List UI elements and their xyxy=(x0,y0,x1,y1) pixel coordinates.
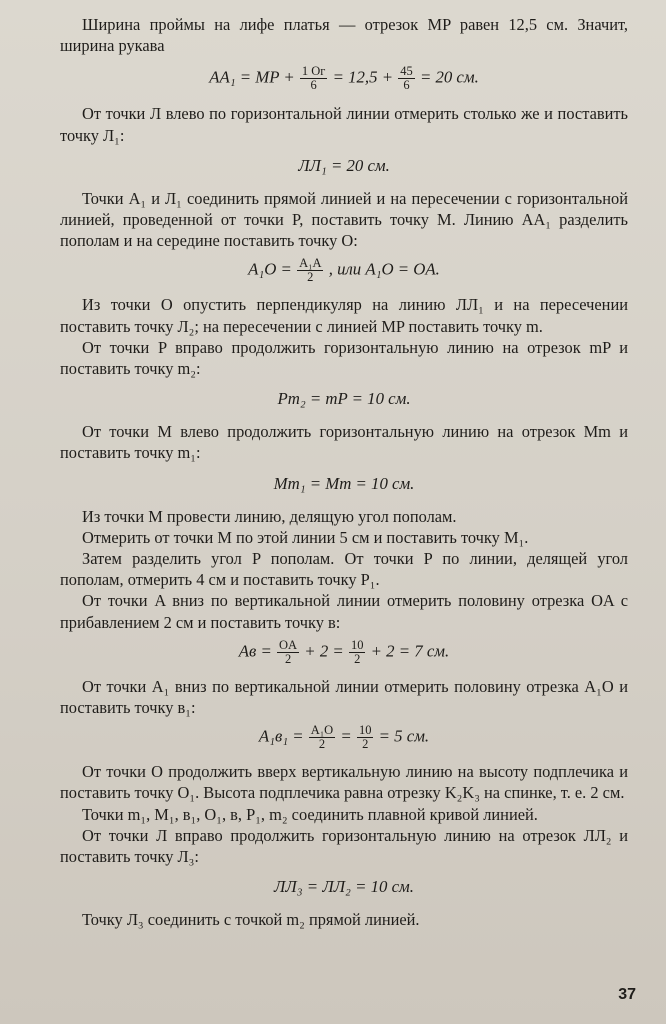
paragraph-15: Точку Л₃ соединить с точкой m₂ прямой линией. xyxy=(82,910,420,930)
paragraph-1: Ширина проймы на лифе платья — отрезок MP равен 12,5 см. Значит, ширина рукава xyxy=(60,15,628,56)
fraction: $\frac{10}{2}$ xyxy=(358,723,372,752)
paragraph-2: От точки Л влево по горизонтальной линии отмерить столько же и поставить точку Л₁: xyxy=(60,104,628,145)
formula-A1v1: A₁в₁ = $\frac{\text{A₁O}}{2}$ = $\frac{10}{2}$ = 5 см. xyxy=(258,723,430,752)
fraction: $\frac{\text{A₁O}}{2}$ xyxy=(310,723,334,752)
fraction: $\frac{OA}{2}$ xyxy=(279,637,298,666)
paragraph-4: Из точки O опустить перпендикуляр на линию ЛЛ₁ и на пересечении поставить точку Л₂; на пересечении с линией MP поставить точку m. xyxy=(60,295,628,336)
formula-Mm1: Mm₁ = Mm = 10 см. xyxy=(273,473,415,493)
paragraph-3: Точки A₁ и Л₁ соединить прямой линией и на пересечении с горизонтальной линией, проведенной от точки P, поставить точку M. Линию AA₁ разделить пополам и на середине поставить точку O: xyxy=(60,188,628,251)
fraction: $\frac{45}{6}$ xyxy=(400,64,413,93)
paragraph-12: От точки O продолжить вверх вертикальную линию на высоту подплечика и поставить точку O₁. Высота подплечика равна отрезку K₂K₃ на спинке, т. е. 2 см. xyxy=(60,762,628,803)
formula-Pm2: Pm₂ = mP = 10 см. xyxy=(277,389,411,409)
paragraph-11: От точки A₁ вниз по вертикальной линии отмерить половину отрезка A₁O и поставить точку в₁: xyxy=(60,676,628,718)
paragraph-14: От точки Л вправо продолжить горизонтальную линию на отрезок ЛЛ₂ и поставить точку Л₃: xyxy=(60,825,628,867)
fraction: $\frac{\text{A₁A}}{2}$ xyxy=(299,256,322,285)
paragraph-10: От точки A вниз по вертикальной линии отмерить половину отрезка OA с прибавлением 2 см и поставить точку в: xyxy=(60,591,628,632)
fraction: $\frac{1 Ог}{6}$ xyxy=(301,64,326,93)
paragraph-5: От точки P вправо продолжить горизонтальную линию на отрезок mP и поставить точку m₂: xyxy=(60,337,628,379)
formula-LL1: ЛЛ₁ = 20 см. xyxy=(298,155,390,175)
formula-LL3: ЛЛ₃ = ЛЛ₂ = 10 см. xyxy=(274,877,414,897)
formula-Av: Aв = $\frac{OA}{2}$ + 2 = $\frac{10}{2}$ + 2 = 7 см. xyxy=(238,637,450,666)
formula-A1O: A₁O = $\frac{\text{A₁A}}{2}$ , или A₁O = OA. xyxy=(248,256,440,285)
paragraph-13: Точки m₁, M₁, в₁, O₁, в, P₁, m₂ соединить плавной кривой линией. xyxy=(82,804,538,824)
page-number: 37 xyxy=(618,986,636,1003)
paragraph-6: От точки M влево продолжить горизонтальную линию на отрезок Mm и поставить точку m₁: xyxy=(60,422,628,463)
fraction: $\frac{10}{2}$ xyxy=(350,637,364,666)
paragraph-7: Из точки M провести линию, делящую угол пополам. xyxy=(82,506,457,526)
paragraph-9: Затем разделить угол P пополам. От точки P по линии, делящей угол пополам, отмерить 4 см и поставить точку P₁. xyxy=(60,549,628,590)
formula-sleeve-width: AA₁ = MP + $\frac{1 Ог}{6}$ = 12,5 + $\frac{45}{6}$ = 20 см. xyxy=(209,64,479,93)
paragraph-8: Отмерить от точки M по этой линии 5 см и поставить точку M₁. xyxy=(82,527,529,547)
